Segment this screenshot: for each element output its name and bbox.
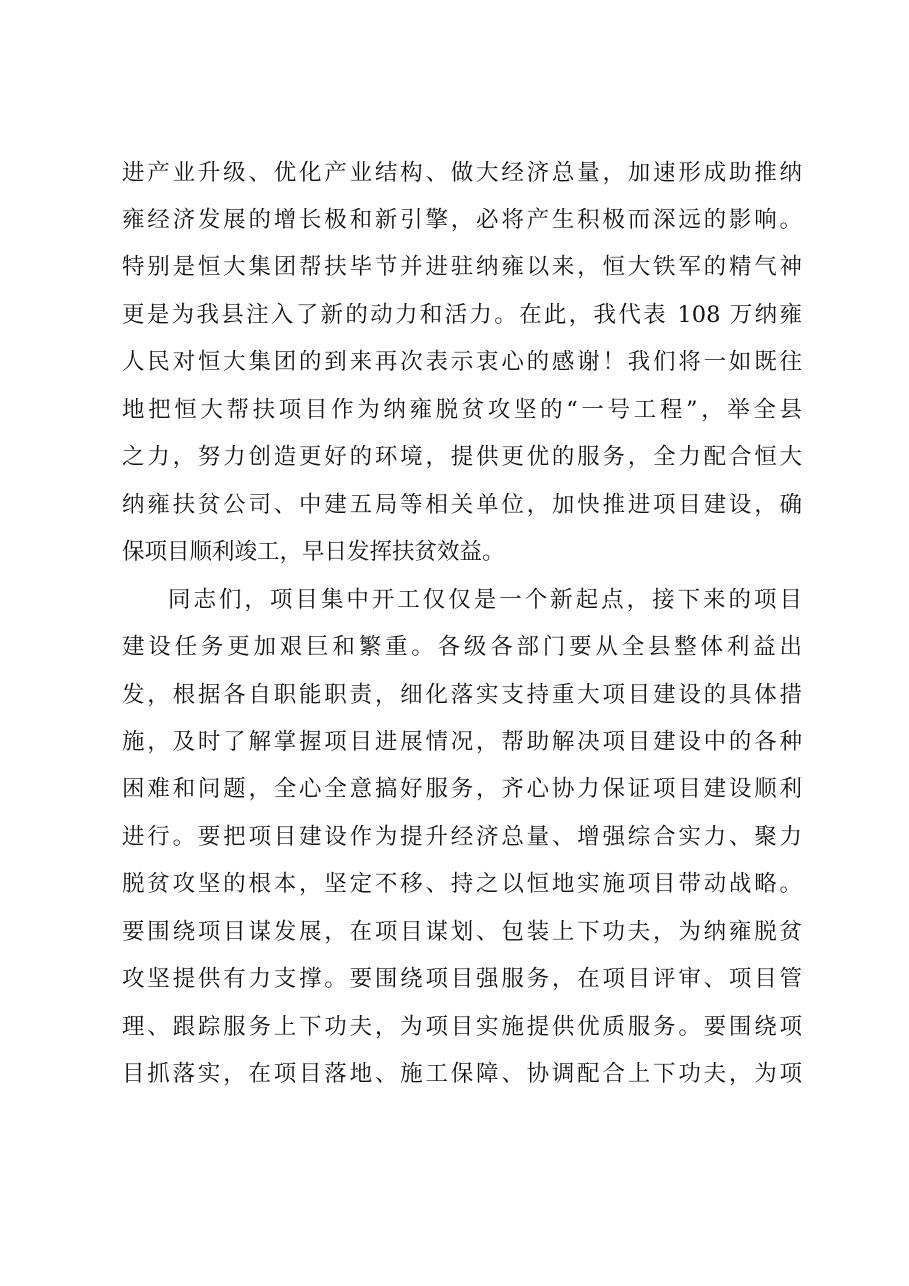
text-line: 脱贫攻坚的根本，坚定不移、持之以恒地实施项目带动战略。 bbox=[122, 871, 802, 897]
text-line: 攻坚提供有力支撑。要围绕项目强服务，在项目评审、项目管 bbox=[122, 966, 802, 992]
text-line: 地把恒大帮扶项目作为纳雍脱贫攻坚的“一号工程”，举全县 bbox=[122, 397, 802, 423]
text-line: 要围绕项目谋发展，在项目谋划、包装上下功夫，为纳雍脱贫 bbox=[122, 919, 802, 945]
text-line: 发，根据各自职能职责，细化落实支持重大项目建设的具体措 bbox=[122, 682, 802, 708]
text-line: 同志们，项目集中开工仅仅是一个新起点，接下来的项目 bbox=[168, 587, 802, 613]
text-line: 雍经济发展的增长极和新引擎，必将产生积极而深远的影响。 bbox=[122, 207, 802, 233]
text-line: 施，及时了解掌握项目进展情况，帮助解决项目建设中的各种 bbox=[122, 729, 802, 755]
text-line: 纳雍扶贫公司、中建五局等相关单位，加快推进项目建设，确 bbox=[122, 492, 802, 518]
text-line: 困难和问题，全心全意搞好服务，齐心协力保证项目建设顺利 bbox=[122, 776, 802, 802]
text-line: 目抓落实，在项目落地、施工保障、协调配合上下功夫，为项 bbox=[122, 1061, 802, 1087]
text-line: 保项目顺利竣工，早日发挥扶贫效益。 bbox=[122, 539, 505, 565]
text-line: 进产业升级、优化产业结构、做大经济总量，加速形成助推纳 bbox=[122, 160, 802, 186]
text-line: 之力，努力创造更好的环境，提供更优的服务，全力配合恒大 bbox=[122, 444, 802, 470]
text-line: 建设任务更加艰巨和繁重。各级各部门要从全县整体利益出 bbox=[122, 634, 802, 660]
text-line: 进行。要把项目建设作为提升经济总量、增强综合实力、聚力 bbox=[122, 824, 802, 850]
text-line: 特别是恒大集团帮扶毕节并进驻纳雍以来，恒大铁军的精气神 bbox=[122, 254, 802, 280]
text-line: 更是为我县注入了新的动力和活力。在此，我代表 108 万纳雍 bbox=[122, 302, 802, 328]
text-line: 理、跟踪服务上下功夫，为项目实施提供优质服务。要围绕项 bbox=[122, 1014, 802, 1040]
text-line: 人民对恒大集团的到来再次表示衷心的感谢！我们将一如既往 bbox=[122, 349, 802, 375]
